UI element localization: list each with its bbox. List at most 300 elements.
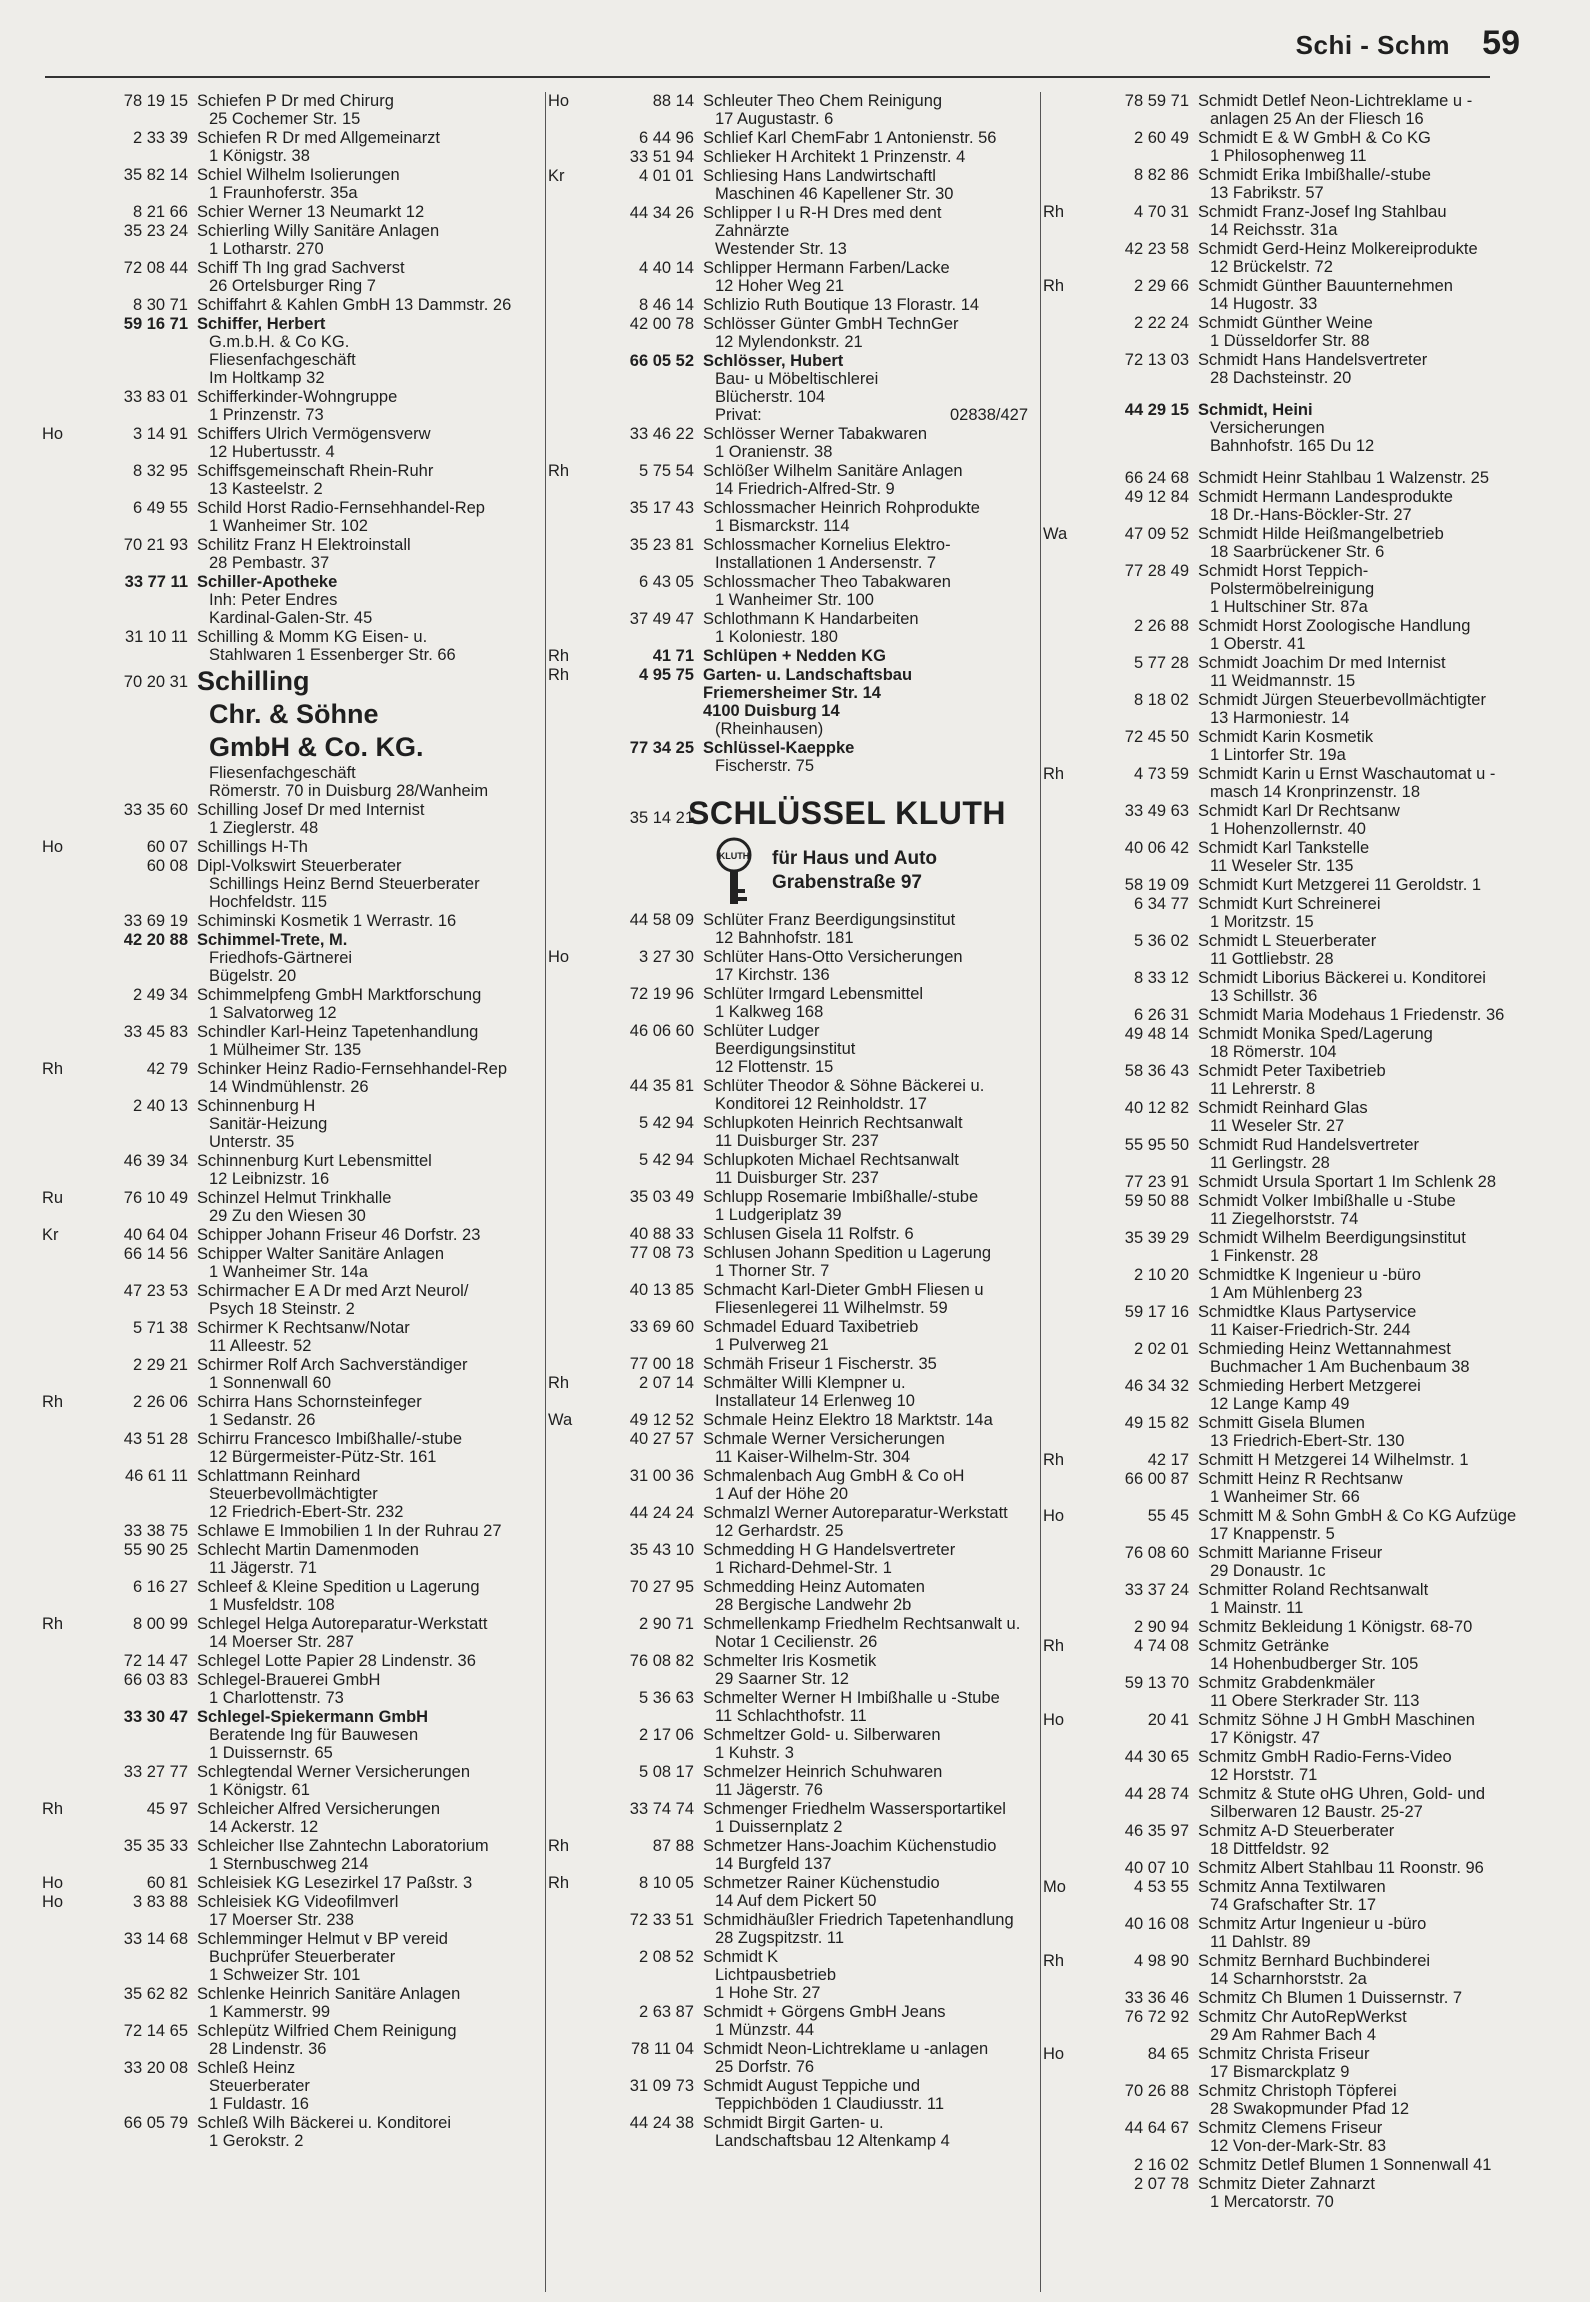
entry-name: Schirra Hans Schornsteinfeger: [197, 1393, 422, 1411]
entry-name: Schilling Josef Dr med Internist: [197, 801, 425, 819]
entry-detail: 25 Dorfstr. 76: [715, 2058, 815, 2076]
phone-number: 44 34 26: [629, 204, 694, 222]
entry-name: Schmidt Volker Imbißhalle u -Stube: [1198, 1192, 1456, 1210]
entry-detail: 1 Zieglerstr. 48: [209, 819, 319, 837]
directory-entry: [546, 296, 1036, 314]
entry-detail: Buchmacher 1 Am Buchenbaum 38: [1210, 1358, 1470, 1376]
entry-name: Schmalzl Werner Autoreparatur-Werkstatt: [703, 1504, 1008, 1522]
entry-name: Schmidt August Teppiche und: [703, 2077, 921, 2095]
district-code: Rh: [548, 462, 570, 480]
entry-name: Schlösser Günter GmbH TechnGer: [703, 315, 959, 333]
directory-entry: [546, 1225, 1036, 1243]
directory-entry: [40, 1393, 540, 1429]
entry-name: Schmidt E & W GmbH & Co KG: [1198, 129, 1431, 147]
entry-detail: Blücherstr. 104: [715, 388, 826, 406]
entry-name: Schmitz A-D Steuerberater: [1198, 1822, 1395, 1840]
district-code: Ho: [548, 92, 570, 110]
entry-detail: Friemersheimer Str. 14: [703, 684, 881, 702]
phone-number: 44 24 24: [629, 1504, 694, 1522]
phone-number: 44 58 09: [629, 911, 694, 929]
page-header: [0, 0, 1590, 80]
entry-name: Schinzel Helmut Trinkhalle: [197, 1189, 392, 1207]
entry-name: Schlegel Lotte Papier 28 Lindenstr. 36: [197, 1652, 476, 1670]
phone-number: 35 62 82: [123, 1985, 188, 2003]
district-code: Ru: [42, 1189, 64, 1207]
entry-name: Schmidt Hermann Landesprodukte: [1198, 488, 1453, 506]
entry-detail: 11 Gottliebstr. 28: [1210, 950, 1334, 968]
directory-entry: [1041, 1266, 1561, 1302]
phone-number: 33 27 77: [123, 1763, 188, 1781]
district-code: Kr: [548, 167, 565, 185]
phone-number: 33 35 60: [123, 801, 188, 819]
directory-entry: [1041, 1748, 1561, 1784]
entry-name: Schilitz Franz H Elektroinstall: [197, 536, 411, 554]
phone-number: 55 90 25: [123, 1541, 188, 1559]
entry-detail: Inh: Peter Endres: [209, 591, 338, 609]
directory-entry: [1041, 654, 1561, 690]
entry-name: Schmitz Albert Stahlbau 11 Roonstr. 96: [1198, 1859, 1484, 1877]
directory-entry: [546, 1022, 1036, 1076]
header-rule: [45, 76, 1490, 78]
directory-entry: [1041, 2082, 1561, 2118]
phone-number: 44 64 67: [1124, 2119, 1189, 2137]
entry-detail: 14 Ackerstr. 12: [209, 1818, 319, 1836]
district-code: Rh: [1043, 1637, 1065, 1655]
entry-detail: 12 Gerhardstr. 25: [715, 1522, 844, 1540]
directory-entry: [40, 536, 540, 572]
directory-entry: [546, 536, 1036, 572]
entry-name: Schmenger Friedhelm Wassersportartikel: [703, 1800, 1006, 1818]
entry-name: Schlattmann Reinhard: [197, 1467, 361, 1485]
phone-number: 42 00 78: [629, 315, 694, 333]
entry-name: Schmidt Jürgen Steuerbevollmächtigter: [1198, 691, 1486, 709]
phone-number: 40 27 57: [629, 1430, 694, 1448]
phone-number: 4 01 01: [638, 167, 694, 185]
entry-detail: Silberwaren 12 Baustr. 25-27: [1210, 1803, 1423, 1821]
phone-number: 33 69 60: [629, 1318, 694, 1336]
phone-number: 2 40 13: [132, 1097, 188, 1115]
phone-number: 35 39 29: [1124, 1229, 1189, 1247]
entry-name: Schmelter Werner H Imbißhalle u -Stube: [703, 1689, 1000, 1707]
directory-entry: [1041, 1414, 1561, 1450]
entry-detail: (Rheinhausen): [715, 720, 824, 738]
phone-number: 70 27 95: [629, 1578, 694, 1596]
directory-entry: [1041, 1006, 1561, 1024]
entry-name: Schmelzer Heinrich Schuhwaren: [703, 1763, 943, 1781]
phone-number: 8 18 02: [1133, 691, 1189, 709]
entry-name: Schmitz Grabdenkmäler: [1198, 1674, 1375, 1692]
entry-name: Schlusen Johann Spedition u Lagerung: [703, 1244, 992, 1262]
entry-detail: Steuerbevollmächtigter: [209, 1485, 378, 1503]
entry-detail: 11 Weseler Str. 27: [1210, 1117, 1345, 1135]
directory-entry: [546, 1114, 1036, 1150]
phone-number: 6 34 77: [1133, 895, 1189, 913]
district-code: Mo: [1043, 1878, 1066, 1896]
phone-number: 8 30 71: [132, 296, 188, 314]
entry-detail: 1 Musfeldstr. 108: [209, 1596, 335, 1614]
directory-entry: [1041, 691, 1561, 727]
entry-detail: 29 Donaustr. 1c: [1210, 1562, 1326, 1580]
kluth-ad-subtitle: [772, 847, 937, 895]
phone-number: 70 26 88: [1124, 2082, 1189, 2100]
directory-entry: [1041, 728, 1561, 764]
entry-detail: 1 Philosophenweg 11: [1210, 147, 1367, 165]
phone-number: 42 23 58: [1124, 240, 1189, 258]
directory-entry: [546, 425, 1036, 461]
phone-number: 40 13 85: [629, 1281, 694, 1299]
entry-name: Schmacht Karl-Dieter GmbH Fliesen u: [703, 1281, 984, 1299]
directory-entry: [546, 911, 1036, 947]
entry-detail: 14 Scharnhorststr. 2a: [1210, 1970, 1367, 1988]
phone-number: 77 08 73: [629, 1244, 694, 1262]
entry-detail: 11 Weseler Str. 135: [1210, 857, 1354, 875]
entry-name: Schmidtke K Ingenieur u -büro: [1198, 1266, 1421, 1284]
phone-number: 2 02 01: [1133, 1340, 1189, 1358]
entry-detail: 1 Finkenstr. 28: [1210, 1247, 1319, 1265]
entry-detail: 18 Dr.-Hans-Böckler-Str. 27: [1210, 506, 1412, 524]
entry-detail: Chr. & Söhne: [209, 699, 379, 729]
phone-number: 78 11 04: [630, 2040, 694, 2058]
phone-number: 35 35 33: [123, 1837, 188, 1855]
directory-entry: [40, 1023, 540, 1059]
entry-name: Schlemminger Helmut v BP vereid: [197, 1930, 448, 1948]
entry-detail: 17 Kirchstr. 136: [715, 966, 830, 984]
phone-number: 33 38 75: [123, 1522, 188, 1540]
entry-name: Schlüter Irmgard Lebensmittel: [703, 985, 924, 1003]
entry-detail: 14 Windmühlenstr. 26: [209, 1078, 369, 1096]
entry-name: Schmäh Friseur 1 Fischerstr. 35: [703, 1355, 937, 1373]
entry-detail: Schillings Heinz Bernd Steuerberater: [209, 875, 480, 893]
entry-detail: 1 Bismarckstr. 114: [715, 517, 850, 535]
entry-detail: 74 Grafschafter Str. 17: [1210, 1896, 1376, 1914]
directory-entry: [546, 1763, 1036, 1799]
directory-entry: [546, 1151, 1036, 1187]
entry-detail: 1 Düsseldorfer Str. 88: [1210, 332, 1370, 350]
entry-name: Schiel Wilhelm Isolierungen: [197, 166, 400, 184]
phone-number: 2 10 20: [1133, 1266, 1189, 1284]
directory-entry: [546, 1281, 1036, 1317]
directory-entry: [546, 462, 1036, 498]
entry-name: Schmidt Joachim Dr med Internist: [1198, 654, 1446, 672]
phone-number: 76 72 92: [1124, 2008, 1189, 2026]
entry-detail: Unterstr. 35: [209, 1133, 295, 1151]
phone-number: 5 08 17: [638, 1763, 694, 1781]
entry-detail: 1 Pulverweg 21: [715, 1336, 829, 1354]
entry-detail: 11 Jägerstr. 76: [715, 1781, 823, 1799]
entry-name: Schmidt Karin u Ernst Waschautomat u -: [1198, 765, 1496, 783]
phone-number: 40 64 04: [123, 1226, 188, 1244]
directory-entry: [1041, 129, 1561, 165]
entry-name: Schmitt Gisela Blumen: [1198, 1414, 1365, 1432]
entry-detail: Bau- u Möbeltischlerei: [715, 370, 879, 388]
directory-entry: [546, 352, 1036, 424]
phone-number: 35 82 14: [123, 166, 188, 184]
phone-number: 6 44 96: [638, 129, 694, 147]
entry-detail: Friedhofs-Gärtnerei: [209, 949, 353, 967]
phone-number: 43 51 28: [123, 1430, 188, 1448]
directory-entry: [40, 1708, 540, 1762]
entry-detail: 11 Dahlstr. 89: [1210, 1933, 1311, 1951]
phone-number: 72 19 96: [629, 985, 694, 1003]
entry-detail: Konditorei 12 Reinholdstr. 17: [715, 1095, 927, 1113]
entry-name: Schifferkinder-Wohngruppe: [197, 388, 398, 406]
entry-detail: 1 Mercatorstr. 70: [1210, 2193, 1334, 2211]
entry-name: Schlösser, Hubert: [703, 352, 844, 370]
district-code: Ho: [42, 1893, 64, 1911]
entry-name: Schmitz Clemens Friseur: [1198, 2119, 1383, 2137]
phone-number: 8 10 05: [638, 1874, 694, 1892]
directory-entry: [1041, 2119, 1561, 2155]
directory-entry: [1041, 1952, 1561, 1988]
directory-entry: [546, 1504, 1036, 1540]
phone-number: 33 51 94: [629, 148, 694, 166]
phone-number: 2 29 21: [132, 1356, 188, 1374]
entry-detail: 13 Kasteelstr. 2: [209, 480, 323, 498]
directory-entry: [546, 2040, 1036, 2076]
entry-name: Schmidt Hilde Heißmangelbetrieb: [1198, 525, 1444, 543]
phone-number: 33 49 63: [1124, 802, 1189, 820]
entry-detail: 12 Von-der-Mark-Str. 83: [1210, 2137, 1387, 2155]
phone-number: 33 14 68: [123, 1930, 188, 1948]
directory-entry: [546, 2114, 1036, 2150]
entry-name: Schmidhäußler Friedrich Tapetenhandlung: [703, 1911, 1014, 1929]
entry-detail: 12 Hoher Weg 21: [715, 277, 845, 295]
phone-number: 2 49 34: [132, 986, 188, 1004]
entry-detail: 1 Wanheimer Str. 100: [715, 591, 874, 609]
phone-number: 66 24 68: [1124, 469, 1189, 487]
phone-number: 44 28 74: [1124, 1785, 1189, 1803]
entry-detail: masch 14 Kronprinzenstr. 18: [1210, 783, 1421, 801]
district-code: Wa: [548, 1411, 573, 1429]
district-code: Rh: [42, 1393, 64, 1411]
directory-entry: [40, 388, 540, 424]
phone-number: 2 90 71: [638, 1615, 694, 1633]
district-code: Wa: [1043, 525, 1068, 543]
phone-number: 4 73 59: [1133, 765, 1189, 783]
phone-number: 2 17 06: [638, 1726, 694, 1744]
entry-detail: 25 Cochemer Str. 15: [209, 110, 361, 128]
phone-number: 70 21 93: [123, 536, 188, 554]
entry-name: Schleisiek KG Lesezirkel 17 Paßstr. 3: [197, 1874, 473, 1892]
directory-entry: [1041, 166, 1561, 202]
entry-detail: 11 Kaiser-Friedrich-Str. 244: [1210, 1321, 1411, 1339]
directory-entry: [1041, 1192, 1561, 1228]
directory-entry: [40, 1356, 540, 1392]
phone-number: 47 23 53: [123, 1282, 188, 1300]
entry-detail: Bahnhofstr. 165 Du 12: [1210, 437, 1375, 455]
directory-entry: [1041, 1989, 1561, 2007]
directory-entry: [40, 425, 540, 461]
directory-entry: [40, 1615, 540, 1651]
entry-detail: 14 Friedrich-Alfred-Str. 9: [715, 480, 895, 498]
directory-entry: [40, 1541, 540, 1577]
entry-detail: 1 Mülheimer Str. 135: [209, 1041, 362, 1059]
directory-entry: [40, 166, 540, 202]
directory-entry: [1041, 277, 1561, 313]
entry-detail: 1 Koloniestr. 180: [715, 628, 838, 646]
entry-detail: G.m.b.H. & Co KG.: [209, 333, 350, 351]
entry-name: Schlossmacher Heinrich Rohprodukte: [703, 499, 980, 517]
phone-number: 66 05 52: [629, 352, 694, 370]
directory-entry: [1041, 351, 1561, 387]
entry-detail: 1 Prinzenstr. 73: [209, 406, 324, 424]
directory-entry: [1041, 1062, 1561, 1098]
entry-detail: 1 Wanheimer Str. 14a: [209, 1263, 368, 1281]
entry-name: Schmidt Birgit Garten- u.: [703, 2114, 884, 2132]
phone-number: 2 16 02: [1133, 2156, 1189, 2174]
entry-detail: 1 Am Mühlenberg 23: [1210, 1284, 1363, 1302]
phone-number: 2 33 39: [132, 129, 188, 147]
entry-name: Schlipper I u R-H Dres med dent: [703, 204, 942, 222]
entry-name: Schliesing Hans Landwirtschaftl: [703, 167, 936, 185]
directory-entry: [1041, 1581, 1561, 1617]
entry-detail: 1 Königstr. 38: [209, 147, 310, 165]
directory-entry: [40, 1226, 540, 1244]
kluth-ad-line-1: für Haus und Auto: [772, 848, 937, 869]
entry-name: Schmeltzer Gold- u. Silberwaren: [703, 1726, 941, 1744]
directory-entry: [546, 1689, 1036, 1725]
entry-name: Schimmelpfeng GmbH Marktforschung: [197, 986, 482, 1004]
entry-name: Schmitz Bernhard Buchbinderei: [1198, 1952, 1431, 1970]
district-code: Ho: [1043, 2045, 1065, 2063]
phone-number: 42 20 88: [123, 931, 188, 949]
phone-number: 37 49 47: [629, 610, 694, 628]
entry-name: Schlipper Hermann Farben/Lacke: [703, 259, 950, 277]
entry-detail: 1 Richard-Dehmel-Str. 1: [715, 1559, 892, 1577]
directory-entry: [1041, 1822, 1561, 1858]
directory-entry: [40, 628, 540, 664]
phone-number: 72 08 44: [123, 259, 188, 277]
entry-name: Schmälter Willi Klempner u.: [703, 1374, 906, 1392]
entry-detail: Lichtpausbetrieb: [715, 1966, 837, 1984]
phone-number: 8 46 14: [638, 296, 694, 314]
directory-entry: [40, 1467, 540, 1521]
entry-name: Schiffer, Herbert: [197, 315, 326, 333]
entry-name: Schilling: [197, 666, 310, 696]
phone-number: 66 05 79: [123, 2114, 188, 2132]
entry-name: Schier Werner 13 Neumarkt 12: [197, 203, 425, 221]
directory-entry: [546, 948, 1036, 984]
entry-detail: 18 Römerstr. 104: [1210, 1043, 1337, 1061]
entry-detail: 12 Lange Kamp 49: [1210, 1395, 1350, 1413]
entry-detail: 1 Wanheimer Str. 102: [209, 517, 368, 535]
entry-name: Schmitt M & Sohn GmbH & Co KG Aufzüge: [1198, 1507, 1517, 1525]
entry-name: Schleisiek KG Videofilmverl: [197, 1893, 399, 1911]
phone-number: 33 36 46: [1124, 1989, 1189, 2007]
phone-number: 72 13 03: [1124, 351, 1189, 369]
entry-detail: 1 Salvatorweg 12: [209, 1004, 337, 1022]
phone-number: 49 12 84: [1124, 488, 1189, 506]
entry-name: Schiffahrt & Kahlen GmbH 13 Dammstr. 26: [197, 296, 512, 314]
entry-detail: 1 Sedanstr. 26: [209, 1411, 316, 1429]
entry-name: Schlusen Gisela 11 Rolfstr. 6: [703, 1225, 914, 1243]
entry-name: Schmitz Anna Textilwaren: [1198, 1878, 1386, 1896]
directory-entry: [546, 204, 1036, 258]
entry-detail: 1 Ludgeriplatz 39: [715, 1206, 842, 1224]
entry-name: Schmidt Reinhard Glas: [1198, 1099, 1368, 1117]
entry-name: Schirmer K Rechtsanw/Notar: [197, 1319, 410, 1337]
phone-number: 33 30 47: [123, 1708, 188, 1726]
directory-entry: [40, 1060, 540, 1096]
entry-name: Schild Horst Radio-Fernsehhandel-Rep: [197, 499, 485, 517]
entry-name: Schlüssel-Kaeppke: [703, 739, 855, 757]
directory-entry: [1041, 469, 1561, 487]
entry-name: Schmitz Christoph Töpferei: [1198, 2082, 1397, 2100]
directory-entry: [546, 1874, 1036, 1910]
directory-entry: [1041, 1637, 1561, 1673]
directory-entry: [40, 296, 540, 314]
phone-number: 59 50 88: [1124, 1192, 1189, 1210]
entry-name: Schlegel-Spiekermann GmbH: [197, 1708, 429, 1726]
directory-entry: [40, 1985, 540, 2021]
entry-name: Schirmacher E A Dr med Arzt Neurol/: [197, 1282, 469, 1300]
entry-detail: Beratende Ing für Bauwesen: [209, 1726, 419, 1744]
entry-detail: 11 Duisburger Str. 237: [715, 1132, 879, 1150]
entry-detail: Privat: 02838/427: [715, 406, 1028, 424]
directory-entry: [1041, 1451, 1561, 1469]
entry-detail: 12 Bürgermeister-Pütz-Str. 161: [209, 1448, 437, 1466]
entry-name: Schmitz & Stute oHG Uhren, Gold- und: [1198, 1785, 1486, 1803]
directory-entry: [1041, 92, 1561, 128]
phone-number: 2 29 66: [1133, 277, 1189, 295]
directory-entry: [40, 857, 540, 911]
entry-detail: 1 Auf der Höhe 20: [715, 1485, 849, 1503]
directory-entry: [1041, 876, 1561, 894]
district-code: Rh: [42, 1615, 64, 1633]
phone-number: 5 36 63: [638, 1689, 694, 1707]
phone-number: 2 07 78: [1133, 2175, 1189, 2193]
directory-entry: [40, 1522, 540, 1540]
directory-entry: [1041, 765, 1561, 801]
entry-name: Schmedding Heinz Automaten: [703, 1578, 925, 1596]
entry-name: Schmidt Karl Tankstelle: [1198, 839, 1370, 857]
column-2: [545, 92, 1036, 2292]
entry-detail: Fischerstr. 75: [715, 757, 815, 775]
phone-number: 40 16 08: [1124, 1915, 1189, 1933]
entry-detail: Zahnärzte: [715, 222, 790, 240]
entry-detail: 17 Augustastr. 6: [715, 110, 834, 128]
directory-entry: [546, 1244, 1036, 1280]
entry-name: Schipper Walter Sanitäre Anlagen: [197, 1245, 445, 1263]
phone-number: 33 46 22: [629, 425, 694, 443]
district-code: Ho: [1043, 1507, 1065, 1525]
entry-detail: Steuerberater: [209, 2077, 310, 2095]
phone-number: 55 95 50: [1124, 1136, 1189, 1154]
entry-detail: 11 Weidmannstr. 15: [1210, 672, 1356, 690]
entry-detail: Buchprüfer Steuerberater: [209, 1948, 396, 1966]
entry-detail: 1 Lintorfer Str. 19a: [1210, 746, 1346, 764]
entry-detail: 1 Duissernplatz 2: [715, 1818, 843, 1836]
phone-number: 55 45: [1147, 1507, 1189, 1525]
entry-detail: 28 Bergische Landwehr 2b: [715, 1596, 912, 1614]
phone-number: 2 22 24: [1133, 314, 1189, 332]
phone-number: 70 20 31: [123, 673, 188, 691]
phone-number: 20 41: [1147, 1711, 1189, 1729]
entry-detail: 1 Fuldastr. 16: [209, 2095, 309, 2113]
phone-number: 60 08: [146, 857, 188, 875]
directory-entry: [40, 1578, 540, 1614]
directory-entry: [546, 2077, 1036, 2113]
entry-name: Schmidt, Heini: [1198, 401, 1313, 419]
private-phone-number: 02838/427: [950, 406, 1028, 424]
entry-name: Schleef & Kleine Spedition u Lagerung: [197, 1578, 480, 1596]
phone-number: 4 40 14: [638, 259, 694, 277]
phone-number: 6 16 27: [132, 1578, 188, 1596]
directory-entry: [40, 2022, 540, 2058]
entry-name: Schmitz Getränke: [1198, 1637, 1330, 1655]
entry-name: Schlossmacher Kornelius Elektro-: [703, 536, 951, 554]
entry-detail: 12 Mylendonkstr. 21: [715, 333, 863, 351]
